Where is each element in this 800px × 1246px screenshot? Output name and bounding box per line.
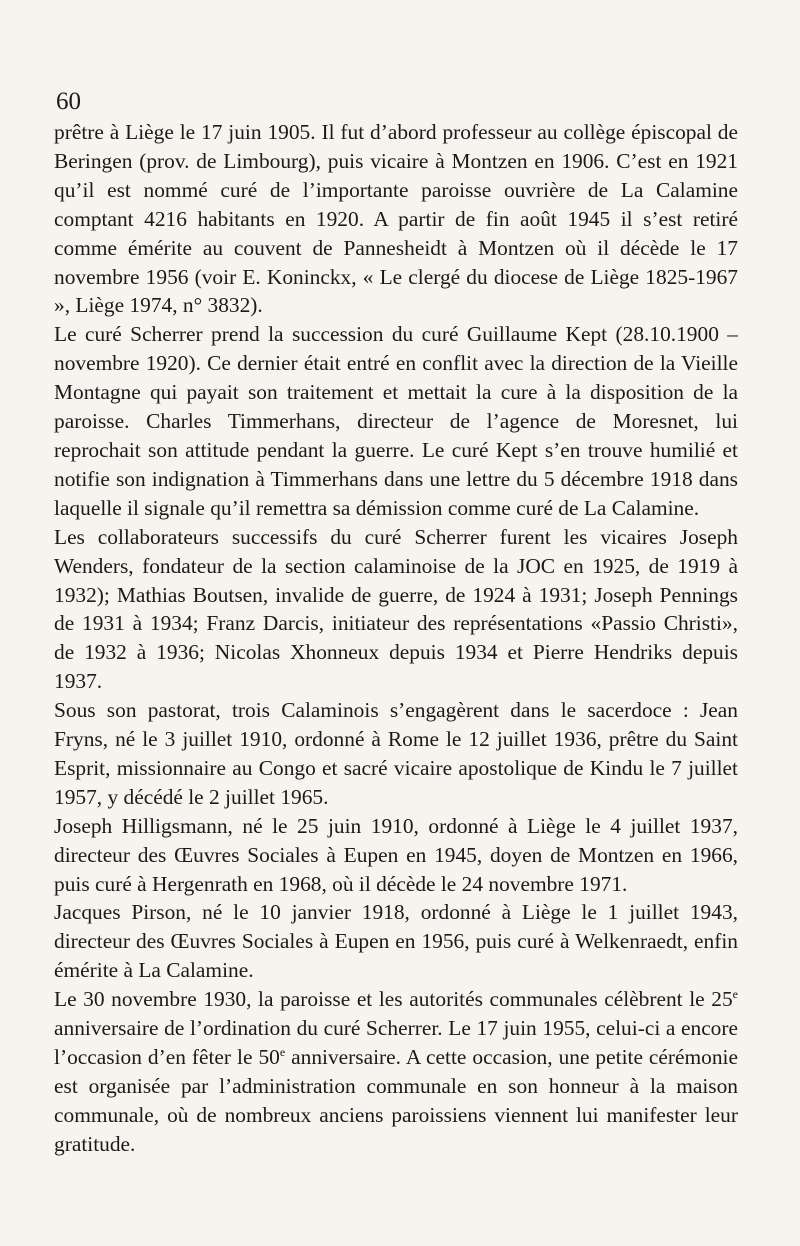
body-text	[54, 118, 738, 1159]
page-number: 60	[56, 88, 81, 115]
paragraph-scherrer-biography: prêtre à Liège le 17 juin 1905. Il fut d’abord professeur au collège épiscopal de Beringen (prov. de Limbourg), puis vicaire à Montzen en 1906. C’est en 1921 qu’il est nommé curé de l’importante paroisse ouvrière de La Calamine comptant 4216 habitants en 1920. A partir de fin août 1945 il s’est retiré comme émérite au couvent de Pannesheidt à Montzen où il décède le 17 novembre 1956 (voir E. Koninckx, « Le clergé du diocese de Liège 1825-1967 », Liège 1974, n° 3832).	[54, 120, 738, 318]
anniversary-text-part2: anniversaire de l’ordination du curé Scherrer. Le 17 juin 1955, celui-ci a encore l’occasion d’en fêter le 50	[54, 1016, 738, 1069]
anniversary-text-part3: anniversaire. A cette occasion, une petite cérémonie est organisée par l’administration communale en son honneur à la maison communale, où de nombreux anciens paroissiens viennent lui manifester leur gratitude.	[54, 1045, 738, 1156]
anniversary-text-part1: Le 30 novembre 1930, la paroisse et les autorités communales célèbrent le 25	[54, 987, 733, 1012]
paragraph-pirson: Jacques Pirson, né le 10 janvier 1918, ordonné à Liège le 1 juillet 1943, directeur des Œuvres Sociales à Eupen en 1956, puis curé à Welkenraedt, enfin émérite à La Calamine.	[54, 900, 738, 983]
superscript-e-2: e	[279, 1044, 286, 1059]
paragraph-vicaires: Les collaborateurs successifs du curé Scherrer furent les vicaires Joseph Wenders, fondateur de la section calaminoise de la JOC en 1925, de 1919 à 1932); Mathias Boutsen, invalide de guerre, de 1924 à 1931; Joseph Pennings de 1931 à 1934; Franz Darcis, initiateur des représentations «Passio Christi», de 1932 à 1936; Nicolas Xhonneux depuis 1934 et Pierre Hendriks depuis 1937.	[54, 524, 738, 694]
paragraph-vocations-fryns: Sous son pastorat, trois Calaminois s’engagèrent dans le sacerdoce : Jean Fryns, né le 3 juillet 1910, ordonné à Rome le 12 juillet 1936, prêtre du Saint Esprit, missionnaire au Congo et sacré vicaire apostolique de Kindu le 7 juillet 1957, y décédé le 2 juillet 1965.	[54, 698, 738, 809]
superscript-e-1: e	[732, 987, 738, 1002]
paragraph-anniversaries	[54, 985, 738, 1158]
paragraph-succession-kept: Le curé Scherrer prend la succession du curé Guillaume Kept (28.10.1900 – novembre 1920). Ce dernier était entré en conflit avec la direction de la Vieille Montagne qui payait son traitement et mettait la cure à la disposition de la paroisse. Charles Timmerhans, directeur de l’agence de Moresnet, lui reprochait son attitude pendant la guerre. Le curé Kept s’en trouve humilié et notifie son indignation à Timmerhans dans une lettre du 5 décembre 1918 dans laquelle il signale qu’il remettra sa démission comme curé de La Calamine.	[54, 322, 738, 520]
paragraph-hilligsmann: Joseph Hilligsmann, né le 25 juin 1910, ordonné à Liège le 4 juillet 1937, directeur des Œuvres Sociales à Eupen en 1945, doyen de Montzen en 1966, puis curé à Hergenrath en 1968, où il décède le 24 novembre 1971.	[54, 813, 738, 896]
